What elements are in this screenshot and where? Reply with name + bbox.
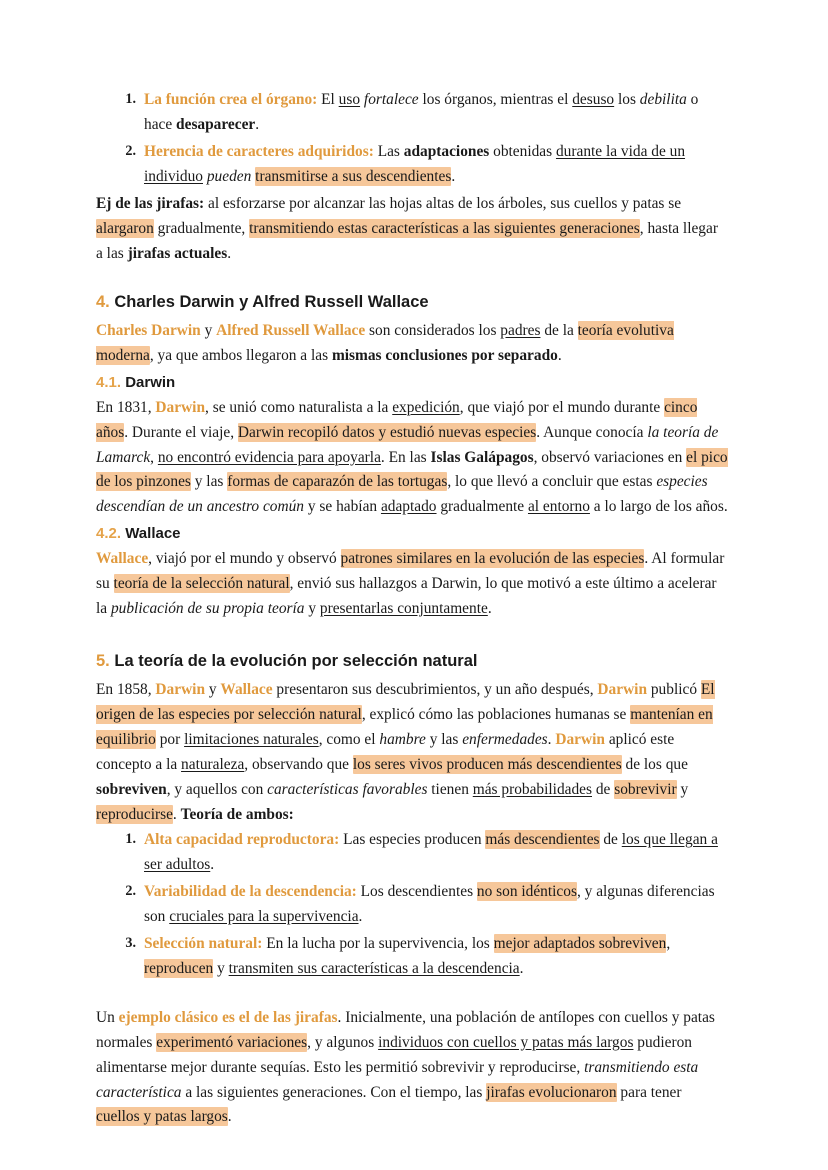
section-4-number: 4. <box>96 292 110 311</box>
list-item-text: Los descendientes no son idénticos, y algunas diferencias son cruciales para la supervivencia. <box>144 882 715 925</box>
section-42-number: 4.2. <box>96 525 122 543</box>
spacer <box>96 267 728 289</box>
giraffe-example-text: al esforzarse por alcanzar las hojas altas de los árboles, sus cuellos y patas se alargaron gradualmente, transmitiendo estas características a las siguientes generaciones, hasta llegar a las jirafas actuales. <box>96 194 718 262</box>
section-41-body: En 1831, Darwin, se unió como naturalista a la expedición, que viajó por el mundo durante cinco años. Durante el viaje, Darwin recopiló datos y estudió nuevas especies. Aunque conocía la teoría de Lamarck, no encontró evidencia para apoyarla. En las Islas Galápagos, observó variaciones en el pico de los pinzones y las formas de caparazón de las tortugas, lo que llevó a concluir que estas especies descendían de un ancestro común y se habían adaptado gradualmente al entorno a lo largo de los años. <box>96 398 728 516</box>
list-item-text: El uso fortalece los órganos, mientras el desuso los debilita o hace desaparecer. <box>144 91 699 133</box>
list-item-term: Alta capacidad reproductora: <box>144 830 340 848</box>
list-item <box>142 932 728 982</box>
natural-selection-principles-list <box>96 828 728 982</box>
section-4-heading <box>96 289 728 316</box>
list-item-text: Las adaptaciones obtenidas durante la vida de un individuo pueden transmitirse a sus descendientes. <box>144 142 686 185</box>
spacer <box>96 622 728 648</box>
list-item-term: Variabilidad de la descendencia: <box>144 882 357 900</box>
section-4-title: Charles Darwin y Alfred Russell Wallace <box>114 292 429 311</box>
closing-paragraph: Un ejemplo clásico es el de las jirafas. Inicialmente, una población de antílopes con cuellos y patas normales experimentó variaciones, y algunos individuos con cuellos y patas más largos pudieron alimentarse mejor durante sequías. Esto les permitió sobrevivir y reproducirse, transmitiendo esta característica a las siguientes generaciones. Con el tiempo, las jirafas evolucionaron para tener cuellos y patas largos. <box>96 1008 715 1126</box>
section-5-number: 5. <box>96 651 110 670</box>
section-5-heading <box>96 648 728 675</box>
list-item <box>142 140 728 190</box>
list-item <box>142 880 728 930</box>
section-41-heading <box>96 371 728 395</box>
list-item <box>142 828 728 878</box>
section-4-intro: Charles Darwin y Alfred Russell Wallace son considerados los padres de la teoría evolutiva moderna, ya que ambos llegaron a las mismas conclusiones por separado. <box>96 322 674 365</box>
section-41-number: 4.1. <box>96 374 122 392</box>
section-5-title: La teoría de la evolución por selección natural <box>114 651 478 670</box>
list-item <box>142 88 728 138</box>
list-item-text: Las especies producen más descendientes de los que llegan a ser adultos. <box>144 830 718 873</box>
giraffe-example-paragraph <box>96 192 728 267</box>
list-item-term: Herencia de caracteres adquiridos: <box>144 142 374 160</box>
section-5-body: En 1858, Darwin y Wallace presentaron sus descubrimientos, y un año después, Darwin publicó El origen de las especies por selección natural, explicó cómo las poblaciones humanas se mantenían en equilibrio por limitaciones naturales, como el hambre y las enfermedades. Darwin aplicó este concepto a la naturaleza, observando que los seres vivos producen más descendientes de los que sobreviven, y aquellos con características favorables tienen más probabilidades de sobrevivir y reproducirse. Teoría de ambos: <box>96 681 715 823</box>
list-item-term: Selección natural: <box>144 934 263 952</box>
giraffe-example-lead: Ej de las jirafas: <box>96 194 205 212</box>
document-body <box>96 88 728 1130</box>
list-item-text: En la lucha por la supervivencia, los mejor adaptados sobreviven, reproducen y transmiten sus características a la descendencia. <box>144 934 671 977</box>
section-42-heading <box>96 522 728 546</box>
section-42-body: Wallace, viajó por el mundo y observó patrones similares en la evolución de las especies. Al formular su teoría de la selección natural, envió sus hallazgos a Darwin, lo que motivó a este último a acelerar la publicación de su propia teoría y presentarlas conjuntamente. <box>96 549 725 617</box>
spacer <box>96 984 728 1006</box>
section-41-title: Darwin <box>125 374 176 392</box>
lamarck-principles-list <box>96 88 728 190</box>
list-item-term: La función crea el órgano: <box>144 91 318 108</box>
section-42-title: Wallace <box>125 525 181 543</box>
